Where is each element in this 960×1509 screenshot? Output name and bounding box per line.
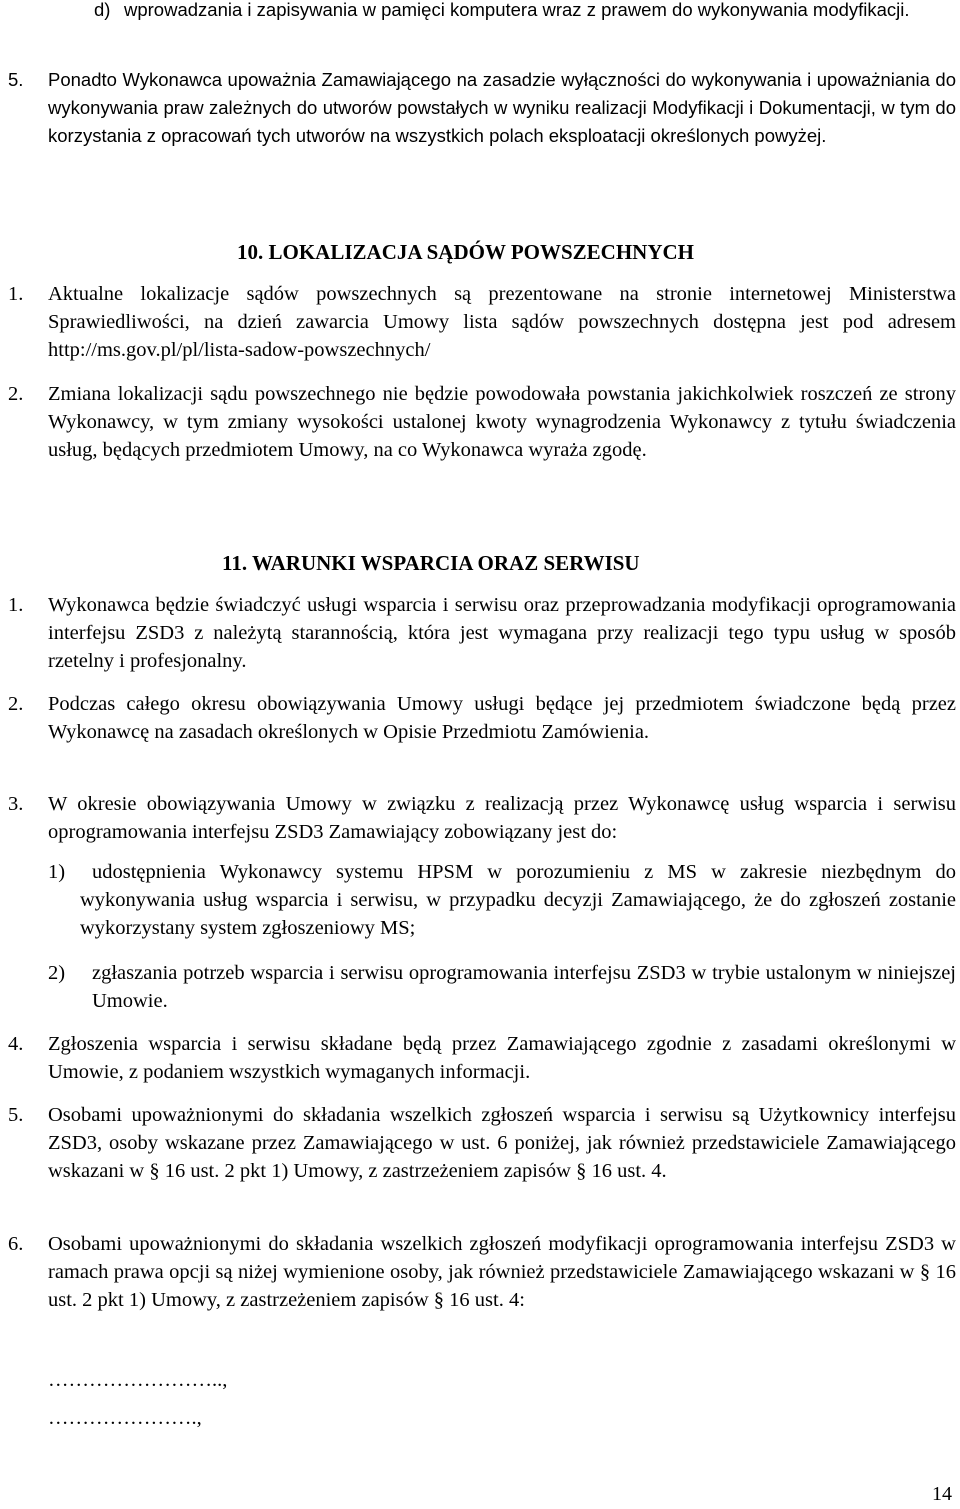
list-number: 4. bbox=[8, 1033, 24, 1055]
page-number: 14 bbox=[932, 1483, 952, 1505]
placeholder-line-2: …………………., bbox=[48, 1407, 202, 1429]
list-item-text: Ponadto Wykonawca upoważnia Zamawiającego na zasadzie wyłączności do wykonywania i upoważniania do wykonywania praw zależnych do utworów powstałych w wyniku realizacji Modyfikacji i Dokumentacji, w tym do korzystania z opracowań tych utworów na wszystkich polach eksploatacji określonych powyżej. bbox=[48, 69, 956, 146]
sub-item-1 bbox=[0, 858, 960, 948]
list-item-text: Aktualne lokalizacje sądów powszechnych są prezentowane na stronie internetowej Ministerstwa Sprawiedliwości, na dzień zawarcia Umowy lista sądów powszechnych dostępna jest pod adresem http://ms.gov.pl/pl/lista-sadow-powszechnych/ bbox=[48, 283, 956, 361]
list-number: 2. bbox=[8, 693, 24, 715]
list-item-text: zgłaszania potrzeb wsparcia i serwisu oprogramowania interfejsu ZSD3 w trybie ustalonym w niniejszej Umowie. bbox=[92, 962, 956, 1012]
list-item-text: Osobami upoważnionymi do składania wszelkich zgłoszeń modyfikacji oprogramowania interfejsu ZSD3 w ramach prawa opcji są niżej wymienione osoby, jak również przedstawiciele Zamawiającego wskazani w § 16 ust. 2 pkt 1) Umowy, z zastrzeżeniem zapisów § 16 ust. 4: bbox=[48, 1233, 956, 1311]
list-marker: 1) bbox=[48, 861, 66, 883]
list-item-text: Zgłoszenia wsparcia i serwisu składane będą przez Zamawiającego zgodnie z zasadami określonymi w Umowie, z podaniem wszystkich wymaganych informacji. bbox=[48, 1033, 956, 1083]
list-number: 6. bbox=[8, 1233, 24, 1255]
list-item-text: W okresie obowiązywania Umowy w związku z realizacją przez Wykonawcę usług wsparcia i serwisu oprogramowania interfejsu ZSD3 Zamawiający zobowiązany jest do: bbox=[48, 793, 956, 843]
list-number: 3. bbox=[8, 793, 24, 815]
section-11-item-4 bbox=[0, 1030, 960, 1090]
sub-item-2 bbox=[0, 959, 960, 1019]
list-item-text: Wykonawca będzie świadczyć usługi wsparcia i serwisu oraz przeprowadzania modyfikacji oprogramowania interfejsu ZSD3 z należytą starannością, która jest wymagana przy realizacji tego typu usług w sposób rzetelny i profesjonalny. bbox=[48, 594, 956, 672]
list-number: 1. bbox=[8, 594, 24, 616]
list-item-text: udostępnienia Wykonawcy systemu HPSM w porozumieniu z MS w zakresie niezbędnym do wykonywania usług wsparcia i serwisu, w przypadku decyzji Zamawiającego, że do zgłoszeń zostanie wykorzystany system zgłoszeniowy MS; bbox=[80, 861, 956, 939]
list-number: 5. bbox=[8, 1104, 24, 1126]
list-item-text: wprowadzania i zapisywania w pamięci komputera wraz z prawem do wykonywania modyfikacji. bbox=[124, 0, 910, 20]
section-10-heading: 10. LOKALIZACJA SĄDÓW POWSZECHNYCH bbox=[237, 240, 695, 264]
list-number: 2. bbox=[8, 383, 24, 405]
section-10-item-2 bbox=[0, 380, 960, 500]
list-item-text: Zmiana lokalizacji sądu powszechnego nie będzie powodowała powstania jakichkolwiek roszczeń ze strony Wykonawcy, w tym zmiany wysokości ustalonej kwoty wynagrodzenia Wykonawcy z tytułu świadczenia usług, będących przedmiotem Umowy, na co Wykonawca wyraża zgodę. bbox=[48, 383, 956, 461]
section-11-item-6 bbox=[0, 1230, 960, 1350]
section-11-item-3 bbox=[0, 790, 960, 850]
list-item-5 bbox=[0, 66, 960, 186]
section-11-item-1 bbox=[0, 591, 960, 681]
section-10-item-1 bbox=[0, 280, 960, 370]
list-number: 1. bbox=[8, 283, 24, 305]
section-11-heading: 11. WARUNKI WSPARCIA ORAZ SERWISU bbox=[222, 551, 640, 575]
list-marker: 2) bbox=[48, 962, 66, 984]
list-item-text: Podczas całego okresu obowiązywania Umowy usługi będące jej przedmiotem świadczone będą przez Wykonawcę na zasadach określonych w Opisie Przedmiotu Zamówienia. bbox=[48, 693, 956, 743]
list-number: 5. bbox=[8, 69, 24, 90]
section-11-item-5 bbox=[0, 1101, 960, 1221]
list-item-text: Osobami upoważnionymi do składania wszelkich zgłoszeń wsparcia i serwisu są Użytkownicy interfejsu ZSD3, osoby wskazane przez Zamawiającego w ust. 6 poniżej, jak również przedstawiciele Zamawiającego wskazani w § 16 ust. 2 pkt 1) Umowy, z zastrzeżeniem zapisów § 16 ust. 4. bbox=[48, 1104, 956, 1182]
list-marker: d) bbox=[94, 0, 111, 20]
list-item-d bbox=[0, 0, 960, 52]
section-11-item-2 bbox=[0, 690, 960, 780]
placeholder-line-1: …………………….., bbox=[48, 1369, 228, 1391]
